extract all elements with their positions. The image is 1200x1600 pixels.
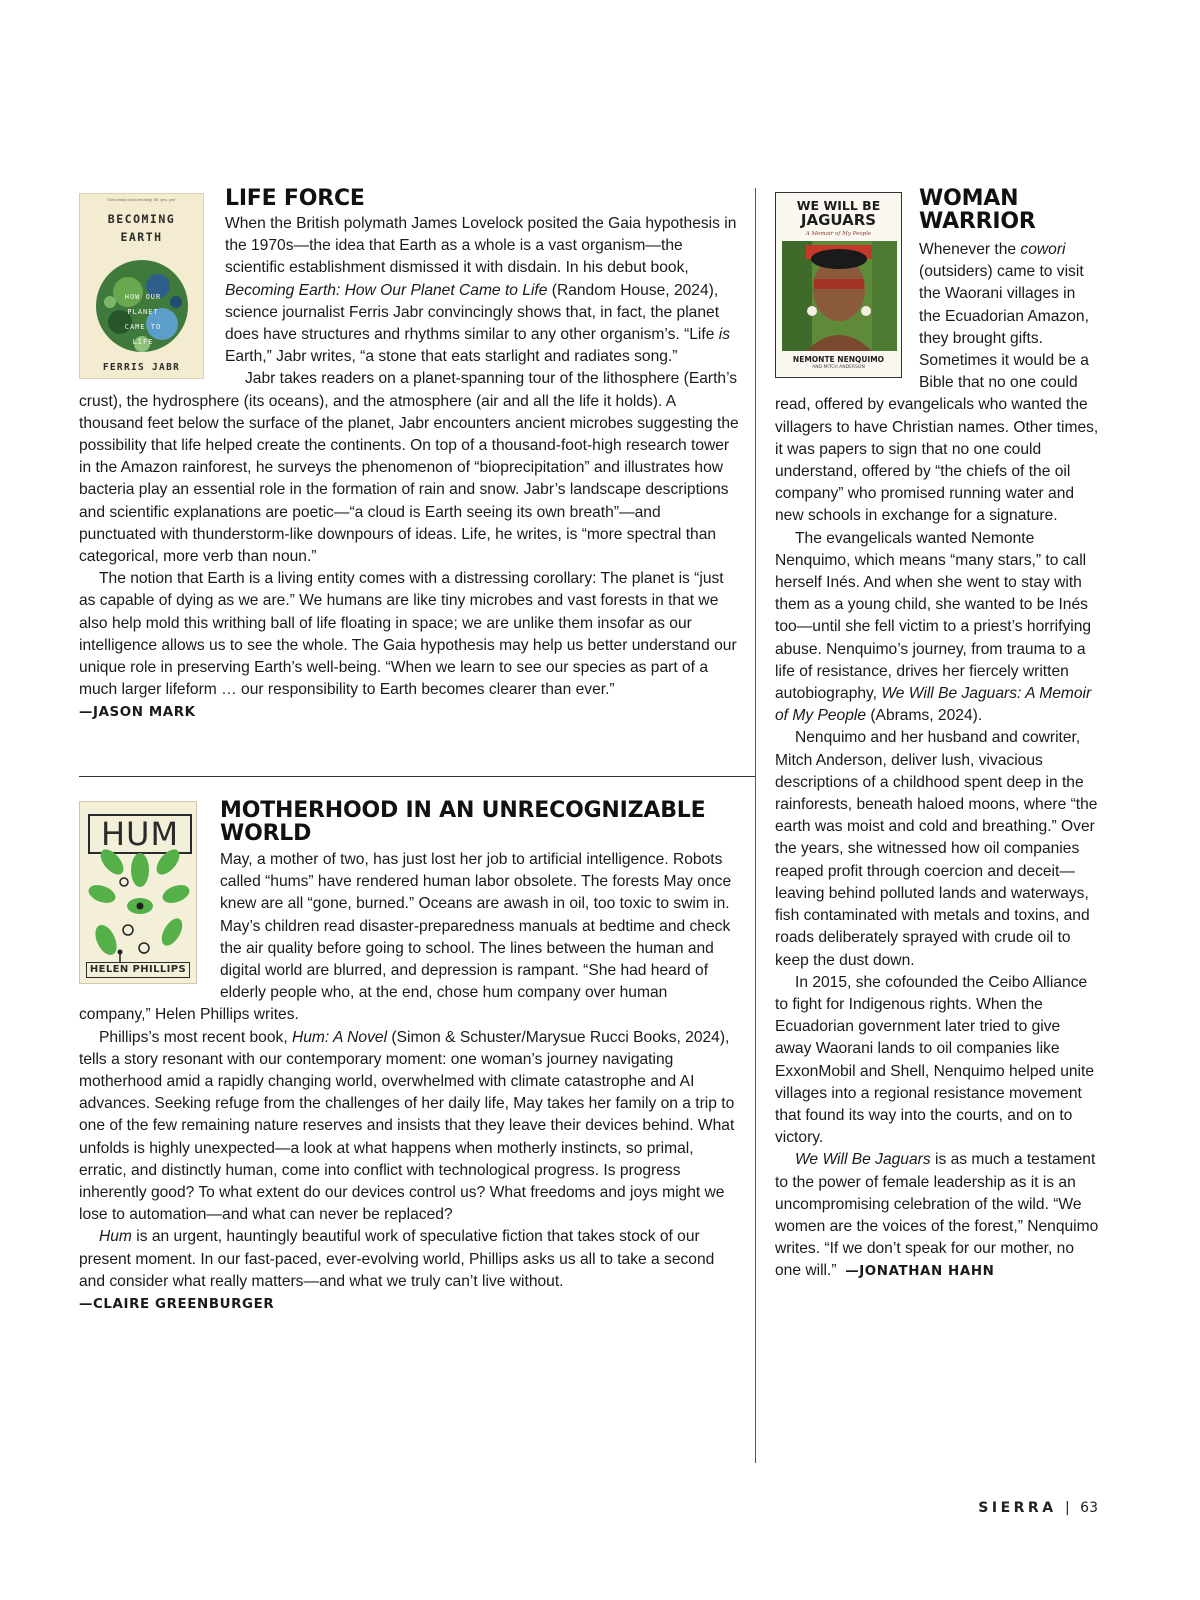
article-paragraph: Hum is an urgent, hauntingly beautiful work of speculative fiction that takes stock of our present moment. In our fast-paced, ever-evolving world, Phillips asks us all to take a second and consider what really matters—and what we truly can’t live without. —CLAIRE GREENBURGER — [79, 1228, 715, 1313]
cover-title-line1: WE WILL BE — [796, 198, 881, 213]
article-title: LIFE FORCE — [225, 186, 365, 211]
page-footer — [978, 1500, 1098, 1516]
byline: —JASON MARK — [79, 705, 196, 721]
article-paragraph: Phillips’s most recent book, Hum: A Novel (Simon & Schuster/Marysue Rucci Books, 2024), tells a story resonant with our contemporary moment: one woman’s journey navigating motherhood amid a rapidly changing world, overwhelmed with climate catastrophe and AI advances. Seeking refuge from the challenges of her daily life, May takes her family on a trip to one of the few remaining nature reserves and insists that they leave their devices behind. What unfolds is highly unexpected—a look at what happens when motherly instincts, so primal, erratic, and distinctly human, come into conflict with technological progress. Is progress inherently good? To what extent do our devices control us? What freedoms and joys might we lose to automation—and what can never be replaced? — [79, 1028, 735, 1224]
page-number: 63 — [1080, 1500, 1098, 1516]
cover-coauthor: AND MITCH ANDERSON — [812, 365, 865, 370]
article-paragraph: The notion that Earth is a living entity comes with a distressing corollary: The planet is “just as capable of dying as we are.” We humans are like tiny microbes and vast forests in that we also help mold this writhing ball of life floating in space; we are unlike them insofar as our intelligence allows us to see the whole. The Gaia hypothesis may help us better understand our unique role in preserving Earth’s well-being. “When we learn to see our species as part of a much larger lifeform … our responsibility to Earth becomes clearer than ever.” —JASON MARK — [79, 570, 737, 721]
article-title: WOMAN WARRIOR — [919, 186, 1036, 234]
cover-author: NEMONTE NENQUIMO — [792, 355, 885, 364]
section-divider — [79, 776, 755, 777]
byline: —JONATHAN HAHN — [845, 1264, 995, 1280]
byline: —CLAIRE GREENBURGER — [79, 1297, 275, 1313]
article-life-force — [79, 187, 739, 725]
article-paragraph: Whenever the cowori (outsiders) came to visit the Waorani villages in the Ecuadorian Amazon, they brought gifts. Sometimes it would be a Bible that no one could read, offered by evangelicals who wanted the villagers to have Christian names. Other times, it was papers to sign that no one could understand, offered by “the chiefs of the oil company” who promised running water and new schools in exchange for a signature. — [775, 241, 1099, 525]
article-paragraph: We Will Be Jaguars is as much a testament to the power of female leadership as it is an uncompromising celebration of the wild. “We women are the voices of the forest,” Nenquimo writes. “If we don’t speak for our mother, no one will.” —JONATHAN HAHN — [775, 1151, 1099, 1280]
article-paragraph: Jabr takes readers on a planet-spanning tour of the lithosphere (Earth’s crust), the hydrosphere (its oceans), and the atmosphere (air and all the life it holds). A thousand feet below the surface of the planet, Jabr encounters ancient microbes suggesting the possibility that life helped create the continents. On top of a thousand-foot-high research tower in the Amazon rainforest, he surveys the phenomenon of “bioprecipitation” and illustrates how bacteria play an essential role in the formation of rain and snow. Jabr’s landscape descriptions and scientific explanations are poetic—“a cloud is Earth seeing its own breath”—and punctuated with thunderstorm-like downpours of ideas. Life, he writes, is “more spectral than categorical, more verb than noun.” — [79, 370, 739, 566]
footer-divider: | — [1065, 1500, 1070, 1516]
cover-title-line2: EARTH — [120, 230, 163, 244]
article-woman-warrior — [775, 187, 1099, 1284]
cover-title: HUM — [88, 814, 192, 854]
magazine-name: SIERRA — [978, 1500, 1057, 1516]
leaf-eye-illustration — [80, 802, 197, 984]
cover-author: HELEN PHILLIPS — [86, 962, 190, 978]
column-divider — [755, 188, 756, 1463]
cover-title-line1: BECOMING — [107, 212, 176, 226]
cover-subtitle: HOW OUR PLANET CAME TO LIFE — [124, 293, 162, 346]
article-paragraph: Nenquimo and her husband and cowriter, Mitch Anderson, deliver lush, vivacious descriptions of a childhood spent deep in the rainforests, beneath haloed moons, where “the earth was moist and cold and breathing.” Over the years, she witnessed how oil companies reaped profit through coercion and deceit—leaving behind polluted lands and waterways, fish contaminated with metals and toxins, and roads deliberately sprayed with crude oil to keep the dust down. — [775, 729, 1098, 969]
article-paragraph: When the British polymath James Lovelock posited the Gaia hypothesis in the 1970s—the idea that Earth as a whole is a vast organism—the scientific establishment dismissed it with disdain. In his debut book, Becoming Earth: How Our Planet Came to Life (Random House, 2024), science journalist Ferris Jabr convincingly shows that, in fact, the planet does have structures and rhythms similar to any other organism’s. “Life is Earth,” Jabr writes, “a stone that eats starlight and radiates song.” — [225, 215, 737, 366]
article-title: MOTHERHOOD IN AN UNRECOGNIZABLE WORLD — [220, 798, 706, 846]
book-cover-becoming-earth — [79, 193, 204, 379]
article-paragraph: In 2015, she cofounded the Ceibo Alliance to fight for Indigenous rights. When the Ecuadorian government later tried to give away Waorani lands to oil companies like ExxonMobil and Shell, Nenquimo helped unite villages into a regional resistance movement that found its way into the courts, and on to victory. — [775, 973, 1095, 1147]
article-paragraph: The evangelicals wanted Nemonte Nenquimo, which means “many stars,” to call herself Inés. And when she went to stay with them as a young child, she wanted to be Inés too—until she fell victim to a priest’s horrifying abuse. Nenquimo’s journey, from trauma to a life of resistance, drives her fiercely written autobiography, We Will Be Jaguars: A Memoir of My People (Abrams, 2024). — [775, 529, 1092, 725]
book-cover-hum — [79, 801, 197, 984]
article-motherhood — [79, 799, 739, 1316]
portrait-photo — [776, 193, 902, 378]
cover-subtitle: A Memoir of My People — [805, 231, 872, 237]
article-paragraph: May, a mother of two, has just lost her job to artificial intelligence. Robots called “hums” have rendered human labor obsolete. The forests May once knew are all “gone, burned.” Oceans are awash in oil, too toxic to swim in. May’s children read disaster-preparedness manuals at bedtime and check the air quality before going to school. The lines between the human and digital world are blurred, and depression is rampant. “She had heard of elderly people who, at the end, chose hum company over human company,” Helen Phillips writes. — [79, 851, 732, 1024]
earth-globe-illustration — [80, 194, 204, 379]
cover-blurb: “Genuinely mind-bending! Sit, yes, yes” — [106, 197, 177, 202]
cover-author: FERRIS JABR — [102, 362, 181, 373]
book-cover-we-will-be-jaguars — [775, 192, 902, 378]
cover-title-line2: JAGUARS — [800, 211, 877, 229]
